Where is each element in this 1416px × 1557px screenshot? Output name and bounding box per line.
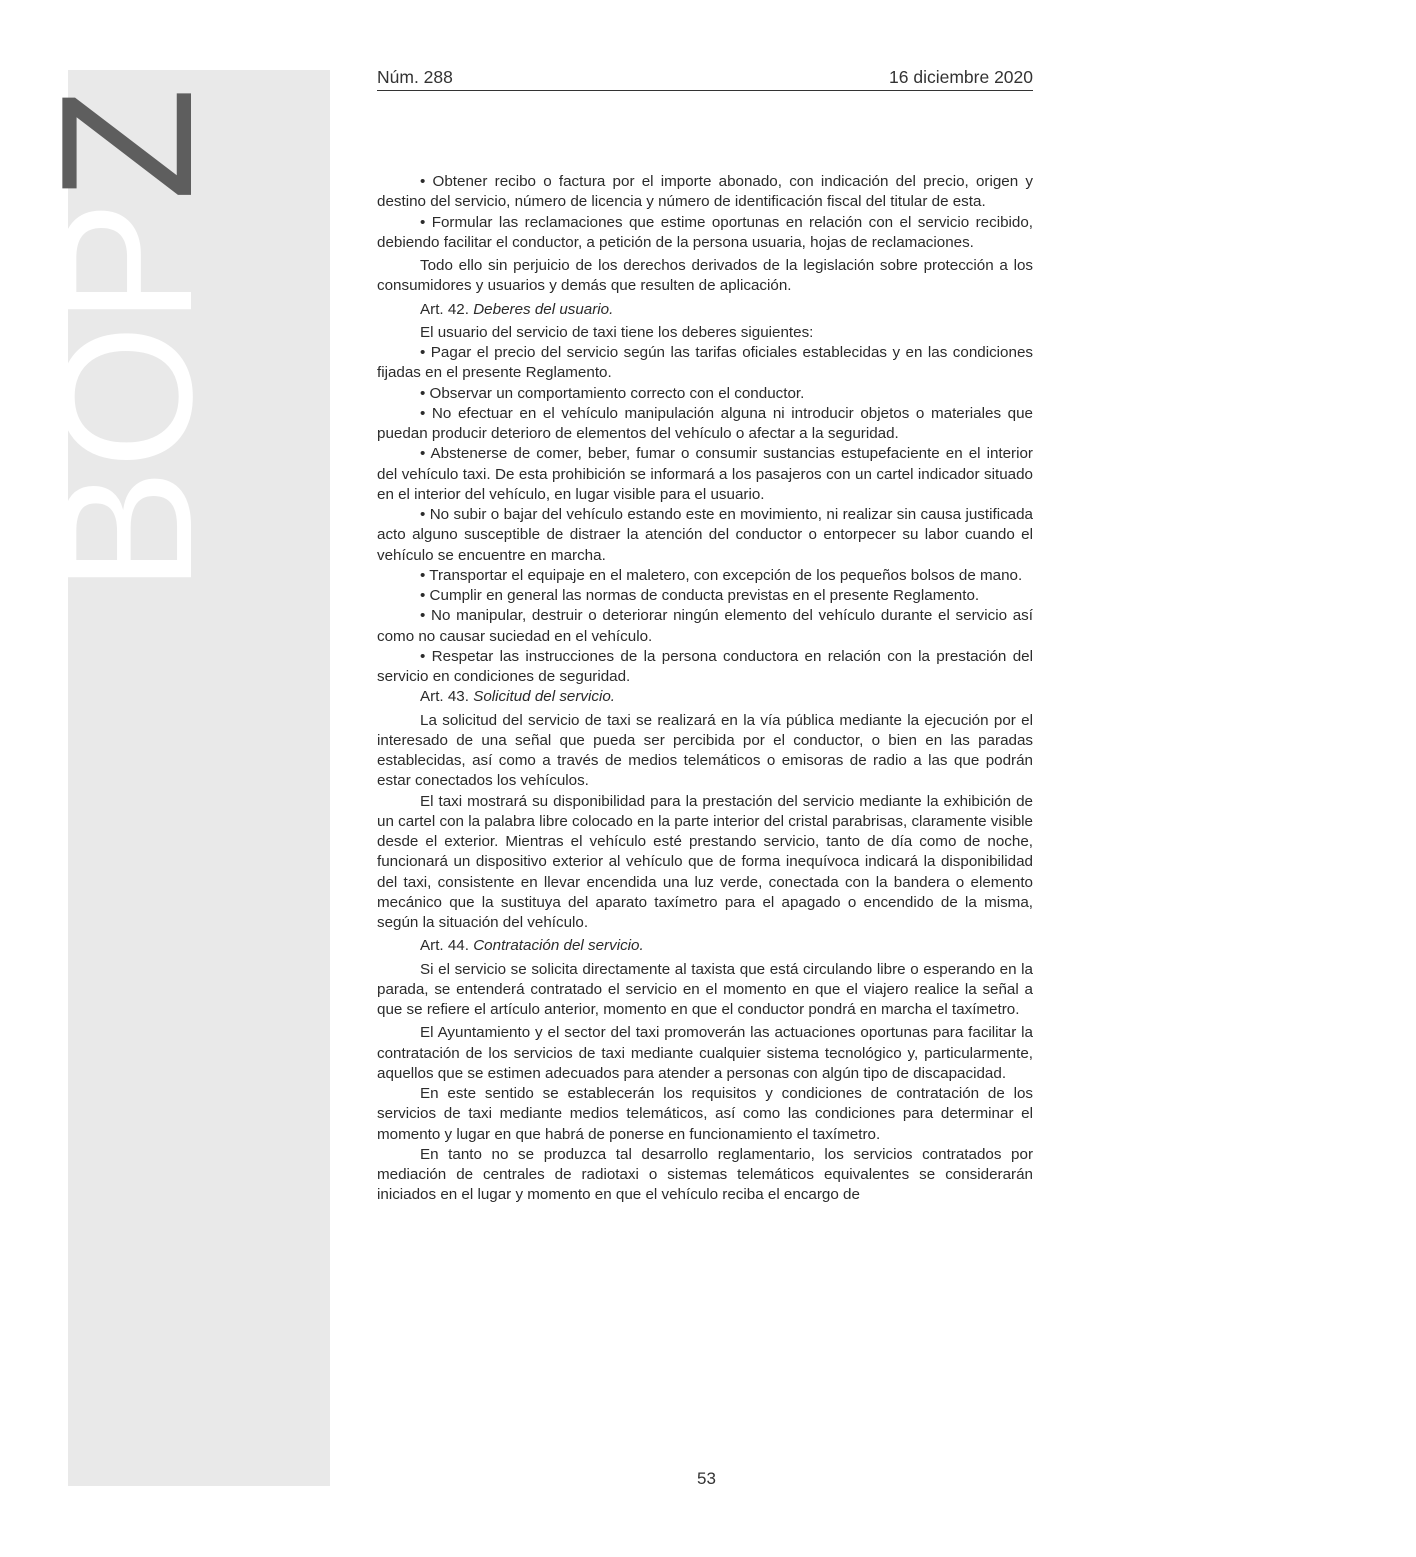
body-paragraph: El Ayuntamiento y el sector del taxi promoverán las actuaciones oportunas para facilitar la contratación de los servicios de taxi mediante cualquier sistema tecnológico y, particularmente, aquellos que se estimen adecuados para atender a personas con algún tipo de discapacidad. [377,1024,1033,1082]
body-paragraph: En tanto no se produzca tal desarrollo reglamentario, los servicios contratados por mediación de centrales de radiotaxi o sistemas telemáticos equivalentes se considerarán iniciados en el lugar y momento en que el vehículo reciba el encargo de [377,1145,1033,1204]
bopz-logo [21,85,330,595]
bullet-paragraph: • No efectuar en el vehículo manipulación alguna ni introducir objetos o materiales que puedan producir deterioro de elementos del vehículo o afectar a la seguridad. [377,404,1033,442]
body-paragraph: El taxi mostrará su disponibilidad para la prestación del servicio mediante la exhibición de un cartel con la palabra libre colocado en la parte interior del cristal parabrisas, claramente visible desde el exterior. Mientras el vehículo esté prestando servicio, tanto de día como de noche, funcionará un dispositivo exterior al vehículo que de forma inequívoca indicará la disponibilidad del taxi, consistente en llevar encendida una luz verde, conectada con la bandera o elemento mecánico que la sustituya del aparato taxímetro para el apagado o encendido de la misma, según la situación del vehículo. [377,792,1033,931]
document-body [377,172,1033,1206]
bullet-paragraph: • Cumplir en general las normas de conducta previstas en el presente Reglamento. [420,587,980,604]
bullet-paragraph: • No subir o bajar del vehículo estando este en movimiento, ni realizar sin causa justificada acto alguno susceptible de distraer la atención del conductor o entorpecer su labor cuando el vehículo se encuentre en marcha. [377,506,1033,564]
bullet-paragraph: • Formular las reclamaciones que estime oportunas en relación con el servicio recibido, debiendo facilitar el conductor, a petición de la persona usuaria, hojas de reclamaciones. [377,213,1033,251]
body-paragraph: Todo ello sin perjuicio de los derechos derivados de la legislación sobre protección a los consumidores y usuarios y demás que resulten de aplicación. [377,257,1033,295]
bullet-paragraph: • Observar un comportamiento correcto con el conductor. [420,384,805,402]
bullet-paragraph: • Transportar el equipaje en el maletero, con excepción de los pequeños bolsos de mano. [420,566,1023,584]
body-paragraph: En este sentido se establecerán los requisitos y condiciones de contratación de los servicios de taxi mediante medios telemáticos, así como las condiciones para determinar el momento y lugar en que habrá de ponerse en funcionamiento el taxímetro. [377,1085,1033,1143]
issue-date: 16 diciembre 2020 [889,67,1033,87]
article-title: Contratación del servicio. [473,937,644,955]
article-heading [377,687,1033,707]
body-paragraph: El usuario del servicio de taxi tiene los deberes siguientes: [420,323,814,341]
article-title: Solicitud del servicio. [473,688,616,706]
body-paragraph: Si el servicio se solicita directamente al taxista que está circulando libre o esperando en la parada, se entenderá contratado el servicio en el momento en que el viajero realice la señal a que se refiere el artículo anterior, momento en que el conductor pondrá en marcha el taxímetro. [377,960,1033,1018]
article-title: Deberes del usuario. [473,300,614,318]
article-heading [377,300,1033,320]
page-number: 53 [697,1469,716,1488]
bullet-paragraph: • No manipular, destruir o deteriorar ningún elemento del vehículo durante el servicio así como no causar suciedad en el vehículo. [377,607,1033,645]
article-heading [377,936,1033,956]
body-paragraph: La solicitud del servicio de taxi se realizará en la vía pública mediante la ejecución por el interesado de una señal que pueda ser percibida por el conductor, o bien en las paradas establecidas, así como a través de medios telemáticos o emisoras de radio a las que podrán estar conectados los vehículos. [377,711,1033,790]
bullet-paragraph: • Pagar el precio del servicio según las tarifas oficiales establecidas y en las condiciones fijadas en el presente Reglamento. [377,344,1033,382]
bopz-logo-text: BOPZ [21,86,231,593]
article-number: Art. 44. [420,937,469,955]
bullet-paragraph: • Abstenerse de comer, beber, fumar o consumir sustancias estupefaciente en el interior del vehículo taxi. De esta prohibición se informará a los pasajeros con un cartel indicador situado en el interior del vehículo, en lugar visible para el usuario. [377,445,1033,503]
page-header [377,67,1033,91]
article-number: Art. 43. [420,688,469,706]
issue-number: Núm. 288 [377,67,453,87]
bullet-paragraph: • Obtener recibo o factura por el importe abonado, con indicación del precio, origen y destino del servicio, número de licencia y número de identificación fiscal del titular de esta. [377,173,1033,211]
bullet-paragraph: • Respetar las instrucciones de la persona conductora en relación con la prestación del servicio en condiciones de seguridad. [377,647,1033,685]
article-number: Art. 42. [420,300,469,318]
